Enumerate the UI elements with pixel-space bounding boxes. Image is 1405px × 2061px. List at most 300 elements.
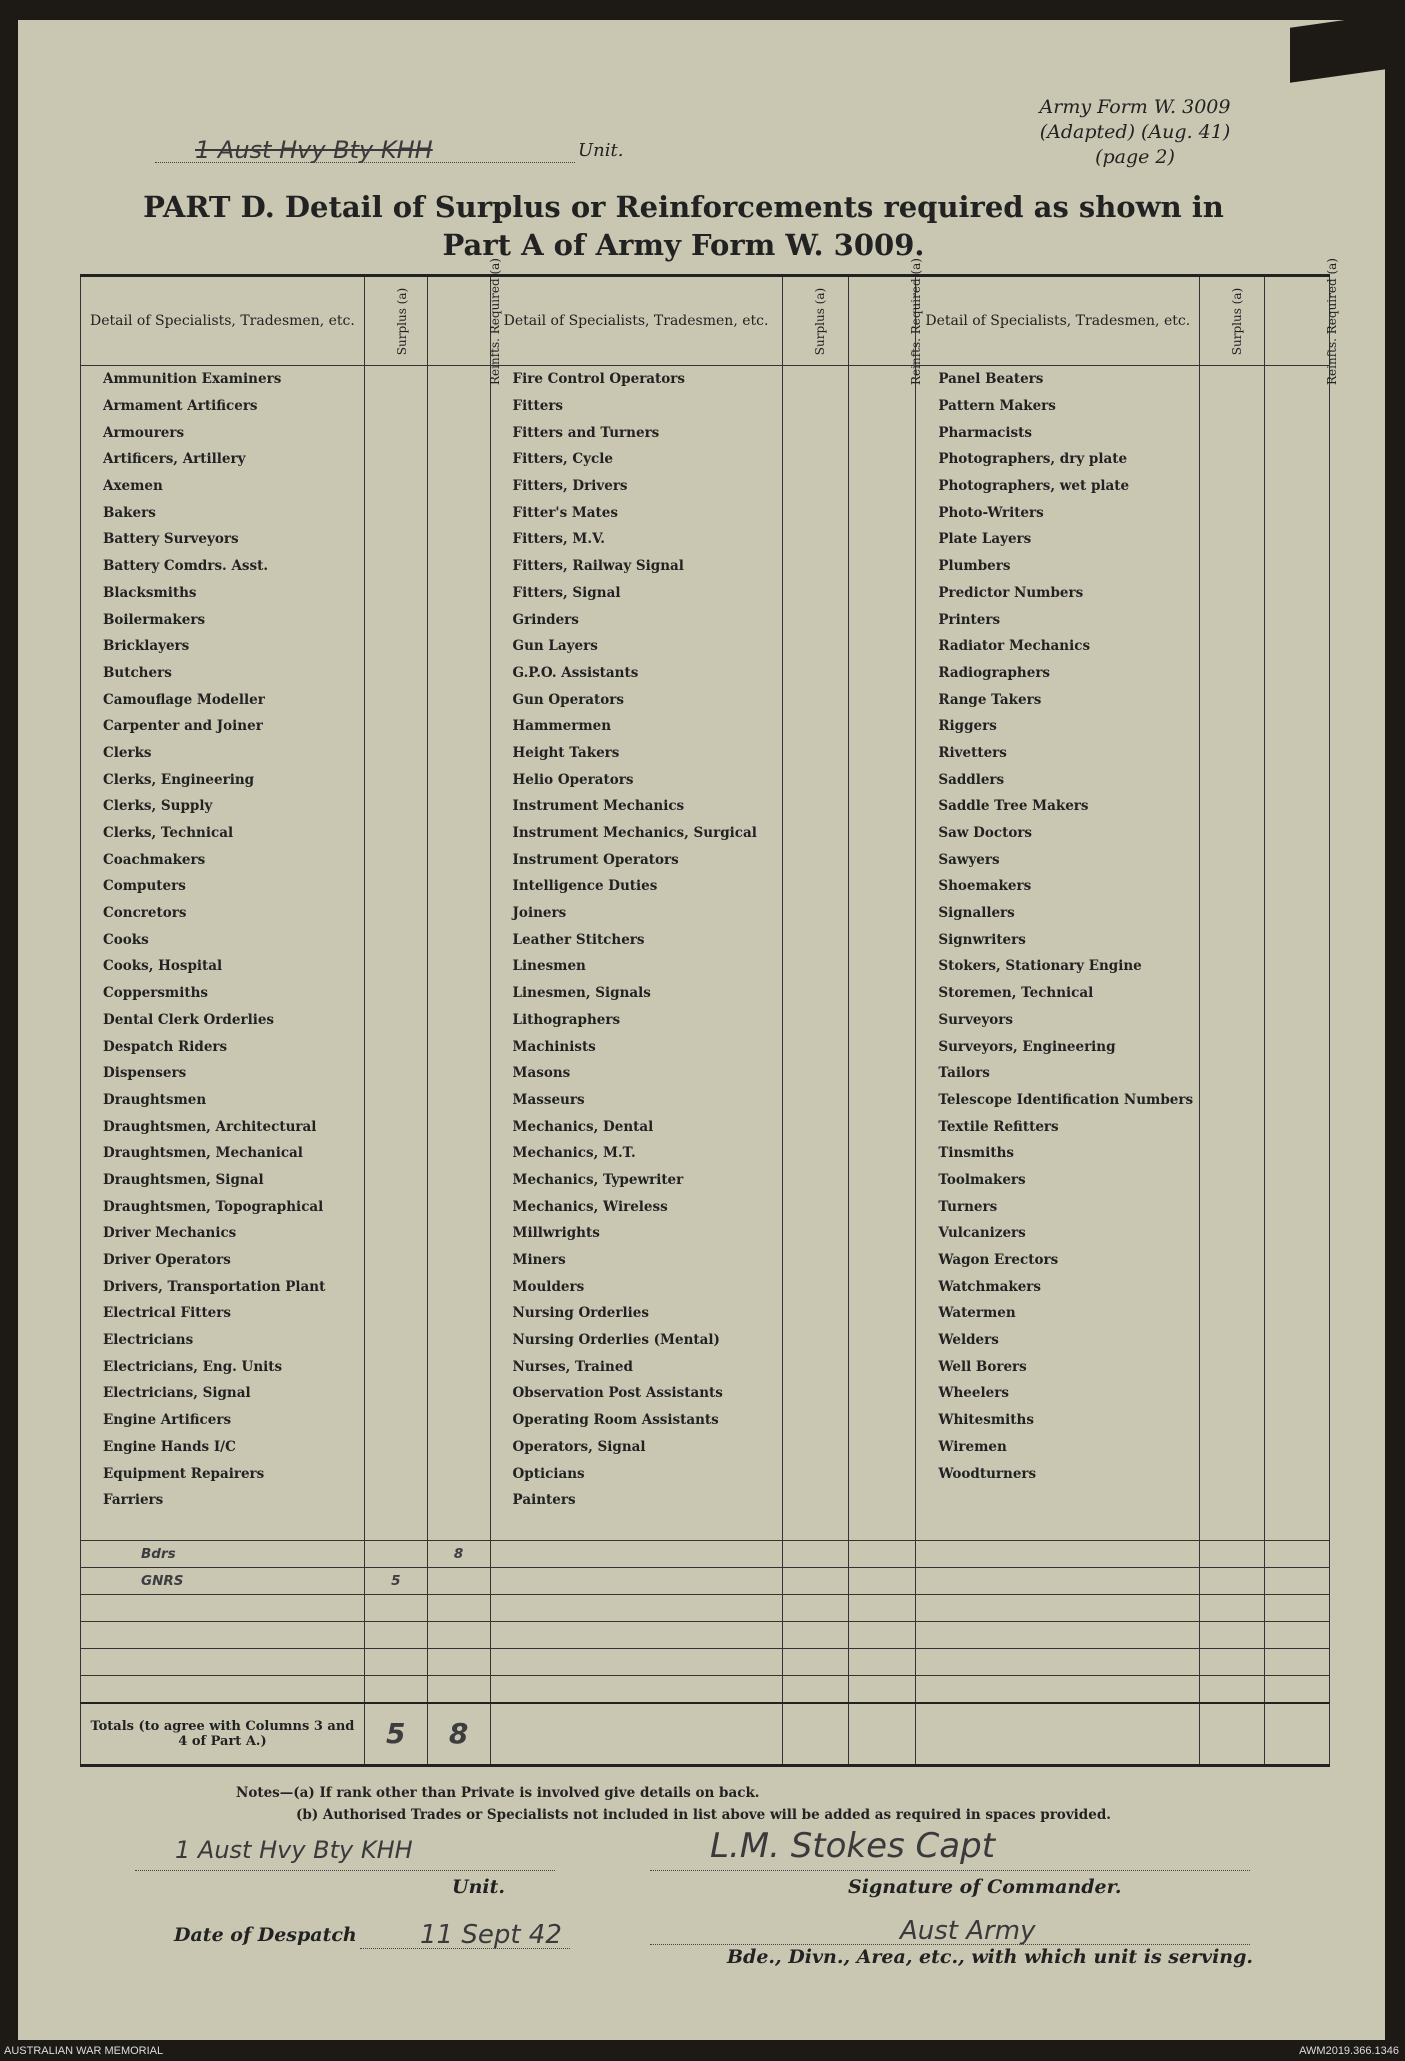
surplus-cell[interactable] [364,1353,427,1380]
surplus-cell[interactable] [364,953,427,980]
reinfts-cell[interactable] [1265,1060,1330,1087]
reinfts-cell[interactable] [849,1273,916,1300]
surplus-cell[interactable] [1200,1247,1265,1274]
reinfts-cell[interactable] [1265,553,1330,580]
reinfts-cell[interactable] [849,366,916,393]
surplus-cell[interactable] [364,633,427,660]
blank-cell[interactable] [490,1675,782,1703]
surplus-cell[interactable] [1200,366,1265,393]
blank-cell[interactable] [427,1594,490,1621]
reinfts-cell[interactable] [849,1353,916,1380]
blank-cell[interactable] [849,1567,916,1594]
surplus-cell[interactable] [364,1407,427,1434]
reinfts-cell[interactable] [1265,526,1330,553]
surplus-cell[interactable] [1200,633,1265,660]
surplus-cell[interactable] [1200,1380,1265,1407]
surplus-cell[interactable] [364,926,427,953]
totals-empty[interactable] [490,1703,782,1766]
surplus-cell[interactable] [782,1033,849,1060]
blank-cell[interactable] [427,1648,490,1675]
surplus-cell[interactable] [782,926,849,953]
reinfts-cell[interactable] [849,1300,916,1327]
reinfts-cell[interactable] [1265,419,1330,446]
surplus-cell[interactable] [1200,873,1265,900]
surplus-cell[interactable] [1200,846,1265,873]
surplus-cell[interactable] [782,766,849,793]
reinfts-cell[interactable] [427,446,490,473]
surplus-cell[interactable] [364,980,427,1007]
surplus-cell[interactable] [1200,580,1265,607]
surplus-cell[interactable] [364,820,427,847]
reinfts-cell[interactable] [1265,1327,1330,1354]
surplus-cell[interactable] [364,1033,427,1060]
blank-cell[interactable] [1265,1514,1330,1541]
blank-cell[interactable] [81,1514,365,1541]
surplus-cell[interactable] [1200,1193,1265,1220]
surplus-cell[interactable] [1200,900,1265,927]
surplus-cell[interactable] [782,1300,849,1327]
reinfts-cell[interactable] [849,926,916,953]
reinfts-cell[interactable] [849,580,916,607]
blank-cell[interactable] [364,1675,427,1703]
totals-surplus[interactable]: 5 [364,1703,427,1766]
reinfts-cell[interactable] [849,553,916,580]
reinfts-cell[interactable] [849,1007,916,1034]
reinfts-cell[interactable] [427,419,490,446]
surplus-cell[interactable] [1200,820,1265,847]
reinfts-cell[interactable] [849,740,916,767]
reinfts-cell[interactable] [849,766,916,793]
surplus-cell[interactable] [1200,1327,1265,1354]
surplus-cell[interactable] [364,1460,427,1487]
surplus-cell[interactable] [364,1007,427,1034]
reinfts-cell[interactable] [427,553,490,580]
handwritten-detail[interactable]: Bdrs [81,1540,365,1567]
surplus-cell[interactable] [364,793,427,820]
surplus-cell[interactable] [782,473,849,500]
reinfts-cell[interactable] [849,526,916,553]
reinfts-cell[interactable] [849,1060,916,1087]
surplus-cell[interactable] [782,393,849,420]
blank-cell[interactable] [490,1621,782,1648]
surplus-cell[interactable] [1200,980,1265,1007]
surplus-cell[interactable] [364,499,427,526]
reinfts-cell[interactable] [1265,900,1330,927]
surplus-cell[interactable] [782,1273,849,1300]
blank-cell[interactable] [364,1621,427,1648]
blank-cell[interactable] [81,1621,365,1648]
surplus-cell[interactable] [364,1327,427,1354]
surplus-cell[interactable] [364,873,427,900]
reinfts-cell[interactable] [849,660,916,687]
surplus-cell[interactable] [364,1087,427,1114]
surplus-cell[interactable] [1200,1434,1265,1461]
reinfts-cell[interactable] [849,900,916,927]
surplus-cell[interactable] [782,1167,849,1194]
reinfts-cell[interactable] [1265,606,1330,633]
reinfts-cell[interactable] [427,580,490,607]
surplus-cell[interactable] [1200,926,1265,953]
unit-sign-field[interactable] [135,1836,555,1871]
surplus-cell[interactable] [364,1193,427,1220]
reinfts-cell[interactable] [427,1380,490,1407]
blank-cell[interactable] [490,1594,782,1621]
reinfts-cell[interactable] [849,846,916,873]
surplus-cell[interactable] [364,713,427,740]
reinfts-cell[interactable] [1265,366,1330,393]
reinfts-cell[interactable] [427,980,490,1007]
blank-cell[interactable] [1200,1514,1265,1541]
reinfts-cell[interactable] [1265,873,1330,900]
surplus-cell[interactable] [1200,686,1265,713]
reinfts-cell[interactable] [427,1300,490,1327]
blank-cell[interactable] [1200,1594,1265,1621]
reinfts-cell[interactable] [427,900,490,927]
reinfts-cell[interactable] [1265,740,1330,767]
reinfts-cell[interactable] [849,1033,916,1060]
reinfts-cell[interactable] [849,1380,916,1407]
reinfts-cell[interactable] [427,526,490,553]
surplus-cell[interactable] [364,366,427,393]
blank-cell[interactable] [1200,1648,1265,1675]
reinfts-cell[interactable] [427,633,490,660]
surplus-cell[interactable] [364,580,427,607]
handwritten-surplus[interactable] [364,1540,427,1567]
reinfts-cell[interactable] [1265,1087,1330,1114]
reinfts-cell[interactable] [427,393,490,420]
surplus-cell[interactable] [1200,1273,1265,1300]
surplus-cell[interactable] [1200,1113,1265,1140]
reinfts-cell[interactable] [849,446,916,473]
blank-cell[interactable] [81,1675,365,1703]
handwritten-reinfts[interactable]: 8 [427,1540,490,1567]
reinfts-cell[interactable] [1265,1220,1330,1247]
surplus-cell[interactable] [1200,1487,1265,1514]
reinfts-cell[interactable] [849,1167,916,1194]
reinfts-cell[interactable] [1265,820,1330,847]
totals-reinfts[interactable]: 8 [427,1703,490,1766]
blank-cell[interactable] [1200,1675,1265,1703]
reinfts-cell[interactable] [427,793,490,820]
reinfts-cell[interactable] [427,366,490,393]
reinfts-cell[interactable] [849,713,916,740]
reinfts-cell[interactable] [1265,1380,1330,1407]
surplus-cell[interactable] [782,553,849,580]
blank-cell[interactable] [81,1648,365,1675]
blank-cell[interactable] [490,1567,782,1594]
surplus-cell[interactable] [782,873,849,900]
surplus-cell[interactable] [1200,660,1265,687]
reinfts-cell[interactable] [849,1434,916,1461]
surplus-cell[interactable] [364,1220,427,1247]
surplus-cell[interactable] [364,446,427,473]
surplus-cell[interactable] [364,419,427,446]
surplus-cell[interactable] [1200,793,1265,820]
surplus-cell[interactable] [364,740,427,767]
reinfts-cell[interactable] [1265,1273,1330,1300]
blank-cell[interactable] [849,1514,916,1541]
surplus-cell[interactable] [1200,1140,1265,1167]
reinfts-cell[interactable] [427,1434,490,1461]
reinfts-cell[interactable] [1265,393,1330,420]
surplus-cell[interactable] [782,606,849,633]
blank-cell[interactable] [1265,1540,1330,1567]
blank-cell[interactable] [427,1675,490,1703]
blank-cell[interactable] [916,1514,1200,1541]
blank-cell[interactable] [782,1648,849,1675]
reinfts-cell[interactable] [849,953,916,980]
reinfts-cell[interactable] [1265,1167,1330,1194]
surplus-cell[interactable] [1200,766,1265,793]
surplus-cell[interactable] [782,1380,849,1407]
reinfts-cell[interactable] [849,1407,916,1434]
blank-cell[interactable] [916,1675,1200,1703]
reinfts-cell[interactable] [427,1007,490,1034]
blank-cell[interactable] [490,1540,782,1567]
date-field[interactable] [360,1920,570,1949]
reinfts-cell[interactable] [427,1327,490,1354]
blank-cell[interactable] [916,1540,1200,1567]
reinfts-cell[interactable] [849,980,916,1007]
reinfts-cell[interactable] [427,953,490,980]
surplus-cell[interactable] [782,980,849,1007]
reinfts-cell[interactable] [1265,633,1330,660]
surplus-cell[interactable] [782,713,849,740]
surplus-cell[interactable] [364,1380,427,1407]
blank-cell[interactable] [1200,1540,1265,1567]
blank-cell[interactable] [782,1567,849,1594]
surplus-cell[interactable] [782,1007,849,1034]
reinfts-cell[interactable] [427,766,490,793]
surplus-cell[interactable] [782,1434,849,1461]
blank-cell[interactable] [1265,1621,1330,1648]
surplus-cell[interactable] [1200,393,1265,420]
surplus-cell[interactable] [782,953,849,980]
unit-field[interactable] [155,136,575,163]
surplus-cell[interactable] [364,1060,427,1087]
reinfts-cell[interactable] [849,1113,916,1140]
reinfts-cell[interactable] [849,1460,916,1487]
surplus-cell[interactable] [364,553,427,580]
surplus-cell[interactable] [1200,713,1265,740]
reinfts-cell[interactable] [1265,953,1330,980]
blank-cell[interactable] [849,1621,916,1648]
surplus-cell[interactable] [782,846,849,873]
reinfts-cell[interactable] [1265,793,1330,820]
reinfts-cell[interactable] [427,1220,490,1247]
surplus-cell[interactable] [782,1327,849,1354]
reinfts-cell[interactable] [849,606,916,633]
reinfts-cell[interactable] [1265,1007,1330,1034]
surplus-cell[interactable] [782,1407,849,1434]
reinfts-cell[interactable] [427,820,490,847]
surplus-cell[interactable] [1200,1087,1265,1114]
surplus-cell[interactable] [1200,1407,1265,1434]
reinfts-cell[interactable] [1265,1434,1330,1461]
reinfts-cell[interactable] [849,1087,916,1114]
surplus-cell[interactable] [364,1247,427,1274]
blank-cell[interactable] [1265,1594,1330,1621]
reinfts-cell[interactable] [849,793,916,820]
reinfts-cell[interactable] [427,499,490,526]
surplus-cell[interactable] [1200,1353,1265,1380]
reinfts-cell[interactable] [1265,686,1330,713]
reinfts-cell[interactable] [849,820,916,847]
surplus-cell[interactable] [364,660,427,687]
surplus-cell[interactable] [1200,1300,1265,1327]
totals-empty[interactable] [782,1703,849,1766]
reinfts-cell[interactable] [427,926,490,953]
surplus-cell[interactable] [782,1193,849,1220]
reinfts-cell[interactable] [427,1033,490,1060]
reinfts-cell[interactable] [427,1460,490,1487]
surplus-cell[interactable] [1200,1007,1265,1034]
reinfts-cell[interactable] [427,873,490,900]
reinfts-cell[interactable] [849,1220,916,1247]
reinfts-cell[interactable] [427,740,490,767]
surplus-cell[interactable] [1200,953,1265,980]
blank-cell[interactable] [916,1648,1200,1675]
blank-cell[interactable] [1200,1567,1265,1594]
reinfts-cell[interactable] [1265,1113,1330,1140]
surplus-cell[interactable] [782,820,849,847]
reinfts-cell[interactable] [427,1087,490,1114]
surplus-cell[interactable] [1200,1220,1265,1247]
surplus-cell[interactable] [782,526,849,553]
reinfts-cell[interactable] [849,1140,916,1167]
surplus-cell[interactable] [782,580,849,607]
surplus-cell[interactable] [1200,1460,1265,1487]
surplus-cell[interactable] [782,1487,849,1514]
surplus-cell[interactable] [364,846,427,873]
surplus-cell[interactable] [364,473,427,500]
reinfts-cell[interactable] [427,846,490,873]
reinfts-cell[interactable] [427,1353,490,1380]
surplus-cell[interactable] [364,606,427,633]
totals-empty[interactable] [1265,1703,1330,1766]
reinfts-cell[interactable] [1265,1140,1330,1167]
reinfts-cell[interactable] [1265,926,1330,953]
surplus-cell[interactable] [1200,553,1265,580]
surplus-cell[interactable] [782,793,849,820]
blank-cell[interactable] [364,1648,427,1675]
surplus-cell[interactable] [364,526,427,553]
surplus-cell[interactable] [782,900,849,927]
surplus-cell[interactable] [1200,1060,1265,1087]
blank-cell[interactable] [782,1594,849,1621]
reinfts-cell[interactable] [849,419,916,446]
surplus-cell[interactable] [782,446,849,473]
blank-cell[interactable] [916,1621,1200,1648]
reinfts-cell[interactable] [1265,713,1330,740]
reinfts-cell[interactable] [849,393,916,420]
blank-cell[interactable] [916,1567,1200,1594]
reinfts-cell[interactable] [1265,1460,1330,1487]
reinfts-cell[interactable] [849,686,916,713]
surplus-cell[interactable] [364,393,427,420]
totals-empty[interactable] [849,1703,916,1766]
surplus-cell[interactable] [364,1273,427,1300]
reinfts-cell[interactable] [1265,1407,1330,1434]
surplus-cell[interactable] [782,1247,849,1274]
reinfts-cell[interactable] [849,873,916,900]
reinfts-cell[interactable] [1265,1300,1330,1327]
blank-cell[interactable] [427,1514,490,1541]
blank-cell[interactable] [427,1621,490,1648]
reinfts-cell[interactable] [849,1193,916,1220]
reinfts-cell[interactable] [1265,766,1330,793]
reinfts-cell[interactable] [849,1327,916,1354]
reinfts-cell[interactable] [1265,660,1330,687]
surplus-cell[interactable] [782,740,849,767]
surplus-cell[interactable] [782,1460,849,1487]
totals-empty[interactable] [1200,1703,1265,1766]
reinfts-cell[interactable] [1265,473,1330,500]
blank-cell[interactable] [1265,1567,1330,1594]
commander-sign-field[interactable] [650,1826,1250,1871]
reinfts-cell[interactable] [849,1247,916,1274]
bde-field[interactable] [650,1916,1250,1945]
surplus-cell[interactable] [1200,473,1265,500]
blank-cell[interactable] [1200,1621,1265,1648]
reinfts-cell[interactable] [849,473,916,500]
handwritten-reinfts[interactable] [427,1567,490,1594]
surplus-cell[interactable] [364,686,427,713]
reinfts-cell[interactable] [1265,580,1330,607]
blank-cell[interactable] [490,1514,782,1541]
surplus-cell[interactable] [364,1140,427,1167]
surplus-cell[interactable] [364,1167,427,1194]
reinfts-cell[interactable] [427,1113,490,1140]
blank-cell[interactable] [364,1514,427,1541]
reinfts-cell[interactable] [849,1487,916,1514]
reinfts-cell[interactable] [1265,1487,1330,1514]
reinfts-cell[interactable] [427,686,490,713]
reinfts-cell[interactable] [1265,846,1330,873]
surplus-cell[interactable] [364,1300,427,1327]
reinfts-cell[interactable] [427,713,490,740]
surplus-cell[interactable] [782,633,849,660]
blank-cell[interactable] [782,1621,849,1648]
surplus-cell[interactable] [782,1220,849,1247]
surplus-cell[interactable] [782,686,849,713]
reinfts-cell[interactable] [1265,1033,1330,1060]
handwritten-detail[interactable]: GNRS [81,1567,365,1594]
reinfts-cell[interactable] [1265,1353,1330,1380]
reinfts-cell[interactable] [1265,446,1330,473]
surplus-cell[interactable] [364,1113,427,1140]
surplus-cell[interactable] [1200,740,1265,767]
reinfts-cell[interactable] [427,1140,490,1167]
surplus-cell[interactable] [782,1060,849,1087]
blank-cell[interactable] [782,1514,849,1541]
blank-cell[interactable] [490,1648,782,1675]
surplus-cell[interactable] [364,900,427,927]
reinfts-cell[interactable] [427,1273,490,1300]
reinfts-cell[interactable] [1265,1247,1330,1274]
handwritten-surplus[interactable]: 5 [364,1567,427,1594]
reinfts-cell[interactable] [1265,499,1330,526]
surplus-cell[interactable] [1200,446,1265,473]
totals-empty[interactable] [916,1703,1200,1766]
surplus-cell[interactable] [364,1487,427,1514]
blank-cell[interactable] [782,1675,849,1703]
reinfts-cell[interactable] [1265,1193,1330,1220]
surplus-cell[interactable] [782,660,849,687]
reinfts-cell[interactable] [1265,980,1330,1007]
surplus-cell[interactable] [364,766,427,793]
reinfts-cell[interactable] [427,1407,490,1434]
